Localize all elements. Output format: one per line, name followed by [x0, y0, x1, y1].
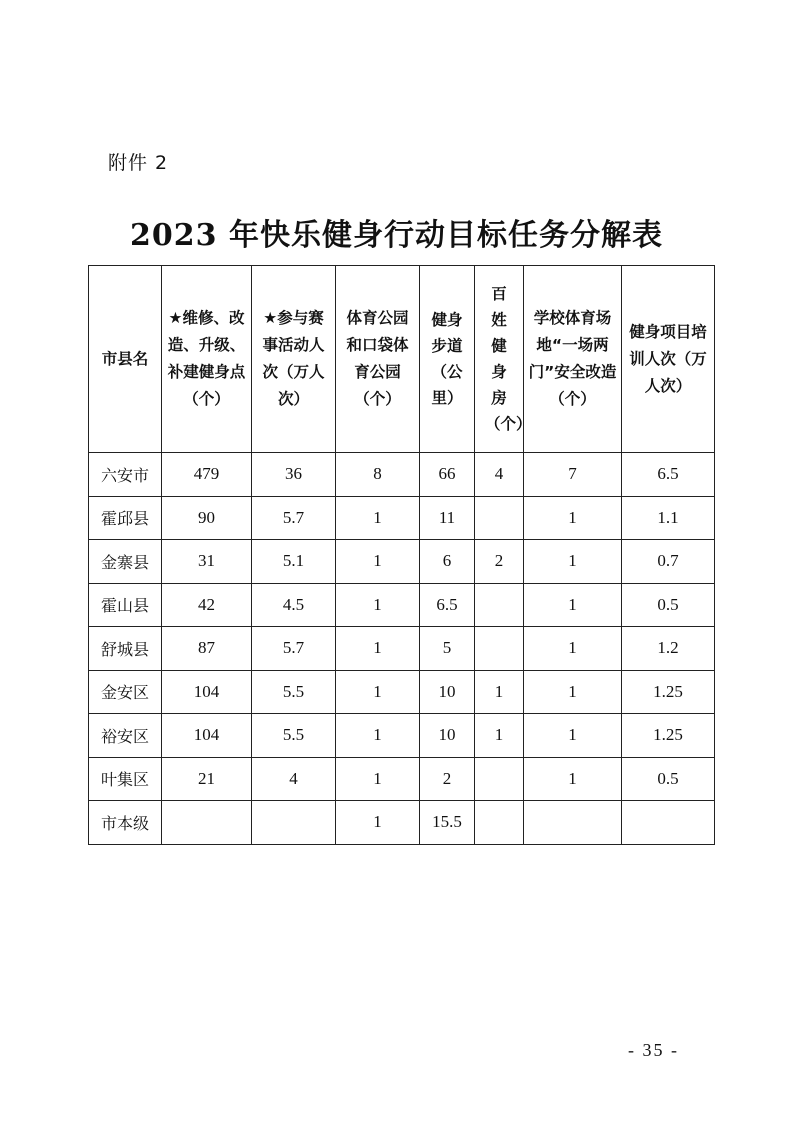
table-cell: 6 [420, 540, 475, 584]
header-training-participation: 健身项目培训人次（万人次） [622, 266, 715, 453]
row-county-name: 六安市 [89, 453, 162, 497]
table-cell: 1 [524, 714, 622, 758]
row-county-name: 金寨县 [89, 540, 162, 584]
table-cell: 31 [162, 540, 252, 584]
table-cell: 0.5 [622, 757, 715, 801]
row-county-name: 霍邱县 [89, 496, 162, 540]
table-row [89, 801, 715, 845]
table-cell [475, 496, 524, 540]
table-row [89, 714, 715, 758]
table-cell: 1 [524, 496, 622, 540]
table-cell: 1 [524, 670, 622, 714]
header-event-participation: ★参与赛事活动人次（万人次） [252, 266, 336, 453]
table-cell: 1 [524, 757, 622, 801]
table-cell: 0.5 [622, 583, 715, 627]
table-cell: 1.2 [622, 627, 715, 671]
table-cell: 1.25 [622, 714, 715, 758]
table-cell [524, 801, 622, 845]
table-cell: 479 [162, 453, 252, 497]
document-title: 2023 年快乐健身行动目标任务分解表 [130, 218, 663, 253]
table-row [89, 453, 715, 497]
attachment-label: 附件 2 [108, 152, 169, 174]
table-cell: 10 [420, 670, 475, 714]
table-row [89, 496, 715, 540]
table-cell: 66 [420, 453, 475, 497]
table-cell: 5.7 [252, 627, 336, 671]
table-row [89, 757, 715, 801]
table-cell: 1 [336, 540, 420, 584]
table-row [89, 670, 715, 714]
table-cell: 104 [162, 714, 252, 758]
table-header-row [89, 266, 715, 453]
table-cell: 1 [475, 714, 524, 758]
table-cell: 1 [524, 583, 622, 627]
table-cell: 42 [162, 583, 252, 627]
table-cell: 2 [475, 540, 524, 584]
table-cell [252, 801, 336, 845]
header-sports-parks: 体育公园和口袋体育公园（个） [336, 266, 420, 453]
table-cell: 2 [420, 757, 475, 801]
table-cell: 0.7 [622, 540, 715, 584]
table-cell: 90 [162, 496, 252, 540]
table-cell: 6.5 [420, 583, 475, 627]
table-cell [475, 627, 524, 671]
page-number: - 35 - [628, 1040, 679, 1060]
table-cell: 104 [162, 670, 252, 714]
table-cell: 1 [336, 801, 420, 845]
table-cell: 15.5 [420, 801, 475, 845]
table-cell: 1.25 [622, 670, 715, 714]
table-cell: 5 [420, 627, 475, 671]
header-fitness-points: ★维修、改造、升级、补建健身点（个） [162, 266, 252, 453]
table-cell: 4.5 [252, 583, 336, 627]
table-cell: 1 [336, 670, 420, 714]
table-cell: 5.1 [252, 540, 336, 584]
table-cell: 1 [336, 496, 420, 540]
row-county-name: 市本级 [89, 801, 162, 845]
table-cell: 1.1 [622, 496, 715, 540]
table-cell: 1 [336, 627, 420, 671]
target-task-table [88, 265, 715, 845]
table-cell: 7 [524, 453, 622, 497]
table-cell: 8 [336, 453, 420, 497]
table-cell: 21 [162, 757, 252, 801]
table-row [89, 627, 715, 671]
table-cell [475, 801, 524, 845]
table-cell: 36 [252, 453, 336, 497]
row-county-name: 舒城县 [89, 627, 162, 671]
table-cell [475, 757, 524, 801]
table-cell: 10 [420, 714, 475, 758]
table-cell: 5.5 [252, 670, 336, 714]
header-county-name: 市县名 [89, 266, 162, 453]
table-cell: 11 [420, 496, 475, 540]
row-county-name: 霍山县 [89, 583, 162, 627]
header-public-gyms: 百姓健身房（个） [475, 266, 524, 453]
table-cell: 4 [475, 453, 524, 497]
table-cell: 5.5 [252, 714, 336, 758]
table-row [89, 540, 715, 584]
table-cell: 6.5 [622, 453, 715, 497]
table-cell: 1 [336, 583, 420, 627]
header-fitness-trails: 健身步道（公里） [420, 266, 475, 453]
row-county-name: 叶集区 [89, 757, 162, 801]
table-cell [162, 801, 252, 845]
row-county-name: 金安区 [89, 670, 162, 714]
table-cell [622, 801, 715, 845]
table-cell: 1 [336, 714, 420, 758]
table-cell: 1 [524, 627, 622, 671]
table-row [89, 583, 715, 627]
table-cell [475, 583, 524, 627]
table-cell: 4 [252, 757, 336, 801]
header-school-venue-renovation: 学校体育场地“一场两门”安全改造（个） [524, 266, 622, 453]
table-cell: 1 [475, 670, 524, 714]
table-cell: 1 [524, 540, 622, 584]
table-cell: 87 [162, 627, 252, 671]
table-cell: 1 [336, 757, 420, 801]
row-county-name: 裕安区 [89, 714, 162, 758]
table-cell: 5.7 [252, 496, 336, 540]
